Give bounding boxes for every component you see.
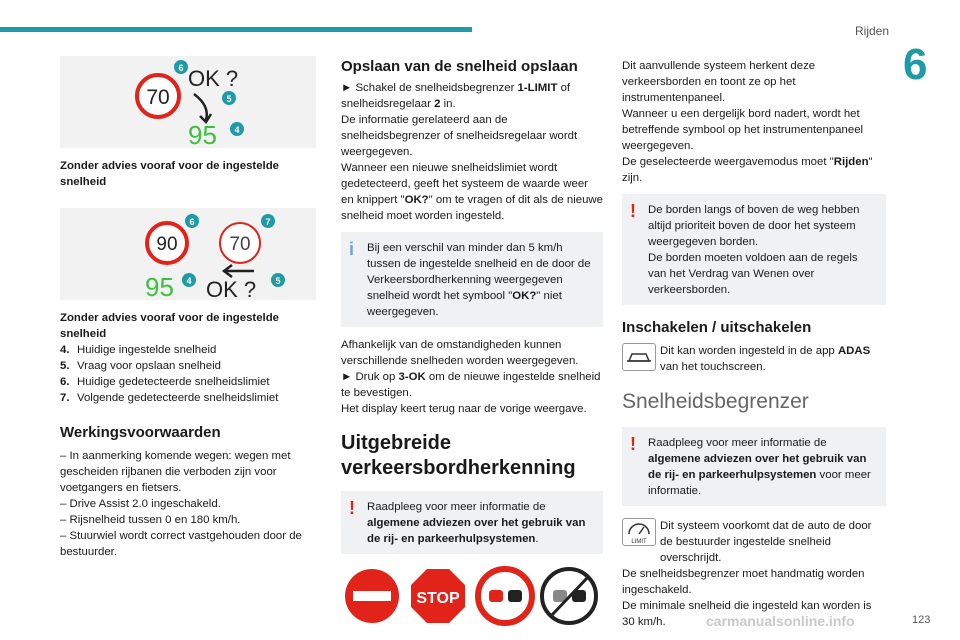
step-confirm: ► Druk op 3-OK om de nieuwe ingestelde snelheid te bevestigen.	[341, 371, 601, 399]
display-mode-text: De geselecteerde weergavemodus moet "Rijden" zijn.	[622, 156, 873, 184]
tip-text: Bij een verschil van minder dan 5 km/h tussen de ingestelde snelheid en de door de Verkeersbordherkenning weergegeven snelheid wordt het symbool "OK?" niet weergegeven.	[367, 242, 591, 318]
end-no-overtaking-sign-icon	[542, 569, 596, 623]
condition-item: – Rijsnelheid tussen 0 en 180 km/h.	[60, 514, 241, 526]
limit-label: LIMIT	[631, 539, 647, 545]
enable-disable-heading: Inschakelen / uitschakelen	[622, 319, 812, 336]
running-header: Rijden	[855, 24, 890, 38]
tip-box	[341, 232, 603, 327]
legend-list	[60, 342, 316, 406]
figure-2-graphic	[60, 208, 316, 300]
set-speed-95: 95	[188, 120, 217, 148]
conditions-list	[60, 448, 316, 560]
limiter-warning-text: Raadpleeg voor meer informatie de algemene adviezen over het gebruik van de rij- en parkeerhulpsystemen voor meer informatie.	[648, 437, 871, 497]
limit-gauge-icon	[622, 518, 656, 546]
badge-5b-text: 5	[275, 276, 281, 286]
page-number: 123	[912, 614, 931, 626]
warning-icon: !	[630, 434, 636, 454]
stop-sign-icon	[411, 569, 465, 623]
sign-70-text: 70	[146, 86, 170, 109]
priority-text: De borden langs of boven de weg hebben altijd prioriteit boven de door het systeem weergegeven borden.	[648, 204, 860, 248]
stop-sign-text: STOP	[416, 590, 460, 607]
badge-7-text: 7	[265, 217, 271, 227]
figure-ok-prompt-2	[60, 208, 316, 300]
adas-row	[622, 343, 886, 375]
legend-item: 4. Huidige ingestelde snelheid	[60, 344, 217, 356]
badge-6b-text: 6	[189, 217, 195, 227]
speed-limiter-heading: Snelheidsbegrenzer	[622, 390, 809, 413]
display-return-text: Het display keert terug naar de vorige weergave.	[341, 403, 587, 415]
vienna-text: De borden moeten voldoen aan de regels van het Verdrag van Wenen over verkeersborden.	[648, 252, 858, 296]
figure-ok-prompt-1	[60, 56, 316, 148]
figure-2-caption: Zonder advies vooraf voor de ingestelde snelheid	[60, 312, 280, 340]
left-column	[60, 56, 316, 560]
car-settings-icon	[622, 343, 656, 371]
condition-item: – Stuurwiel wordt correct vastgehouden door de bestuurder.	[60, 530, 302, 558]
limiter-description: Dit systeem voorkomt dat de auto de door de bestuurder ingestelde snelheid overschrijdt.	[660, 520, 872, 564]
watermark: carmanualsonline.info	[706, 613, 855, 629]
limit-row	[622, 518, 886, 566]
chapter-number: 6	[903, 40, 928, 89]
sign-70-next-text: 70	[229, 234, 251, 255]
figure-1-graphic	[60, 56, 316, 148]
warning-icon: !	[630, 201, 636, 221]
sign-90-text: 90	[156, 234, 178, 255]
condition-item: – Drive Assist 2.0 ingeschakeld.	[60, 498, 221, 510]
save-speed-heading: Opslaan van de snelheid opslaan	[341, 58, 578, 75]
extended-recognition-heading: Uitgebreide verkeersbordherkenning	[341, 432, 576, 479]
badge-4b-text: 4	[186, 276, 192, 286]
badge-5-text: 5	[226, 94, 232, 104]
manual-activation-text: De snelheidsbegrenzer moet handmatig worden ingeschakeld.	[622, 568, 865, 596]
speeds-text: Afhankelijk van de omstandigheden kunnen verschillende snelheden worden weergegeven.	[341, 339, 579, 367]
traffic-signs-row	[341, 566, 603, 626]
approach-text: Wanneer u een dergelijk bord nadert, wordt het betreffende symbool op het instrumentenpaneel weergegeven.	[622, 108, 864, 152]
adas-text: Dit kan worden ingesteld in de app ADAS van het touchscreen.	[660, 345, 871, 373]
right-column	[622, 58, 886, 630]
no-entry-sign-icon	[345, 569, 399, 623]
priority-warning-box	[622, 194, 886, 305]
recognition-text: Dit aanvullende systeem herkent deze verkeersborden en toont ze op het instrumentenpaneel.	[622, 60, 816, 104]
no-overtaking-sign-icon	[478, 569, 532, 623]
warning-icon: !	[349, 498, 355, 518]
condition-item: – In aanmerking komende wegen: wegen met gescheiden rijbanen die verboden zijn voor voetgangers en fietsers.	[60, 450, 291, 494]
limiter-warning-box	[622, 427, 886, 506]
middle-column	[341, 58, 603, 631]
conditions-heading: Werkingsvoorwaarden	[60, 424, 221, 441]
info-displayed-text: De informatie gerelateerd aan de snelheidsbegrenzer of snelheidsregelaar wordt weergegeven.	[341, 114, 578, 158]
legend-item: 6. Huidige gedetecteerde snelheidslimiet	[60, 376, 270, 388]
legend-item: 7. Volgende gedetecteerde snelheidslimiet	[60, 392, 279, 404]
ok-prompt-text-2: OK ?	[206, 277, 257, 300]
warning-box	[341, 491, 603, 554]
ok-prompt-text: OK ?	[188, 66, 239, 91]
step-activate: ► Schakel de snelheidsbegrenzer 1-LIMIT of snelheidsregelaar 2 in.	[341, 82, 571, 110]
warning-text: Raadpleeg voor meer informatie de algemene adviezen over het gebruik van de rij- en parkeerhulpsystemen.	[367, 501, 586, 545]
new-limit-text: Wanneer een nieuwe snelheidslimiet wordt gedetecteerd, geeft het systeem de waarde weer en knippert "OK?" om te vragen of dit als de nieuwe snelheid moet worden ingesteld.	[341, 162, 603, 222]
info-icon: i	[349, 239, 355, 259]
legend-item: 5. Vraag voor opslaan snelheid	[60, 360, 221, 372]
set-speed-95-2: 95	[145, 272, 174, 300]
header-accent-bar	[0, 27, 472, 32]
figure-1-caption: Zonder advies vooraf voor de ingestelde snelheid	[60, 160, 280, 188]
minimum-speed-text: De minimale snelheid die ingesteld kan worden is 30 km/h.	[622, 600, 872, 628]
badge-6-text: 6	[178, 63, 184, 73]
badge-4-text: 4	[234, 125, 240, 135]
